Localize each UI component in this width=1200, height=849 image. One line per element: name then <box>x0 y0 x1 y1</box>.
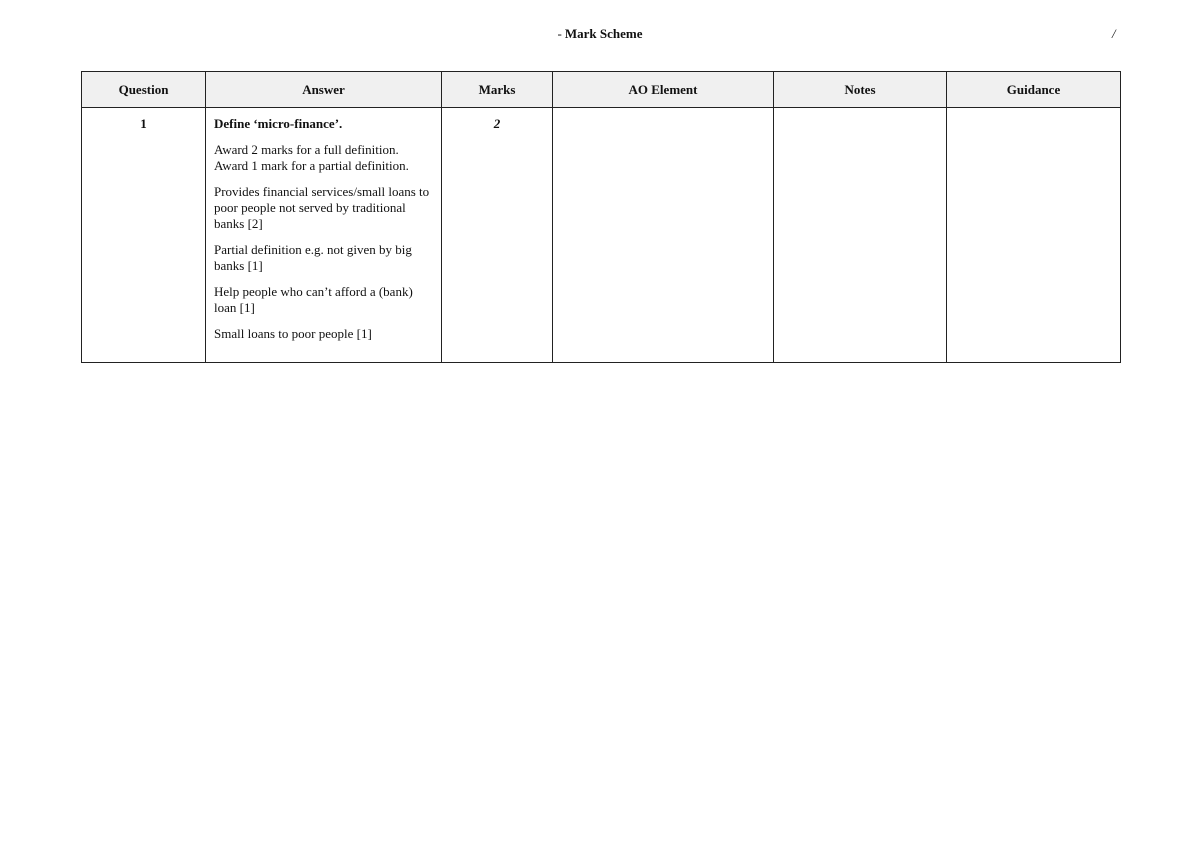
answer-paragraph: Small loans to poor people [1] <box>214 326 372 341</box>
column-header-notes: Notes <box>774 72 947 108</box>
answer-title: Define ‘micro-finance’. <box>214 116 343 131</box>
answer-cell <box>206 108 442 363</box>
answer-paragraph: Award 2 marks for a full definition. Award 1 mark for a partial definition. <box>214 142 409 173</box>
page-header-title <box>0 26 1200 42</box>
notes-cell <box>774 108 947 363</box>
marks-cell: 2 <box>442 108 553 363</box>
column-header-question: Question <box>82 72 206 108</box>
column-header-answer: Answer <box>206 72 442 108</box>
answer-paragraph: Provides financial services/small loans to poor people not served by traditional banks [2] <box>214 184 430 231</box>
table-header-row <box>82 72 1121 108</box>
answer-paragraph: Help people who can’t afford a (bank) loan [1] <box>214 284 413 315</box>
header-dash: - <box>557 26 562 41</box>
column-header-marks: Marks <box>442 72 553 108</box>
ao-element-cell <box>553 108 774 363</box>
question-number-cell: 1 <box>82 108 206 363</box>
header-title-text: Mark Scheme <box>564 26 643 41</box>
column-header-ao-element: AO Element <box>553 72 774 108</box>
answer-paragraph: Partial definition e.g. not given by big banks [1] <box>214 242 412 273</box>
column-header-guidance: Guidance <box>947 72 1121 108</box>
mark-scheme-table <box>81 71 1121 363</box>
guidance-cell <box>947 108 1121 363</box>
table-row <box>82 108 1121 363</box>
header-page-marker: / <box>1112 26 1116 41</box>
